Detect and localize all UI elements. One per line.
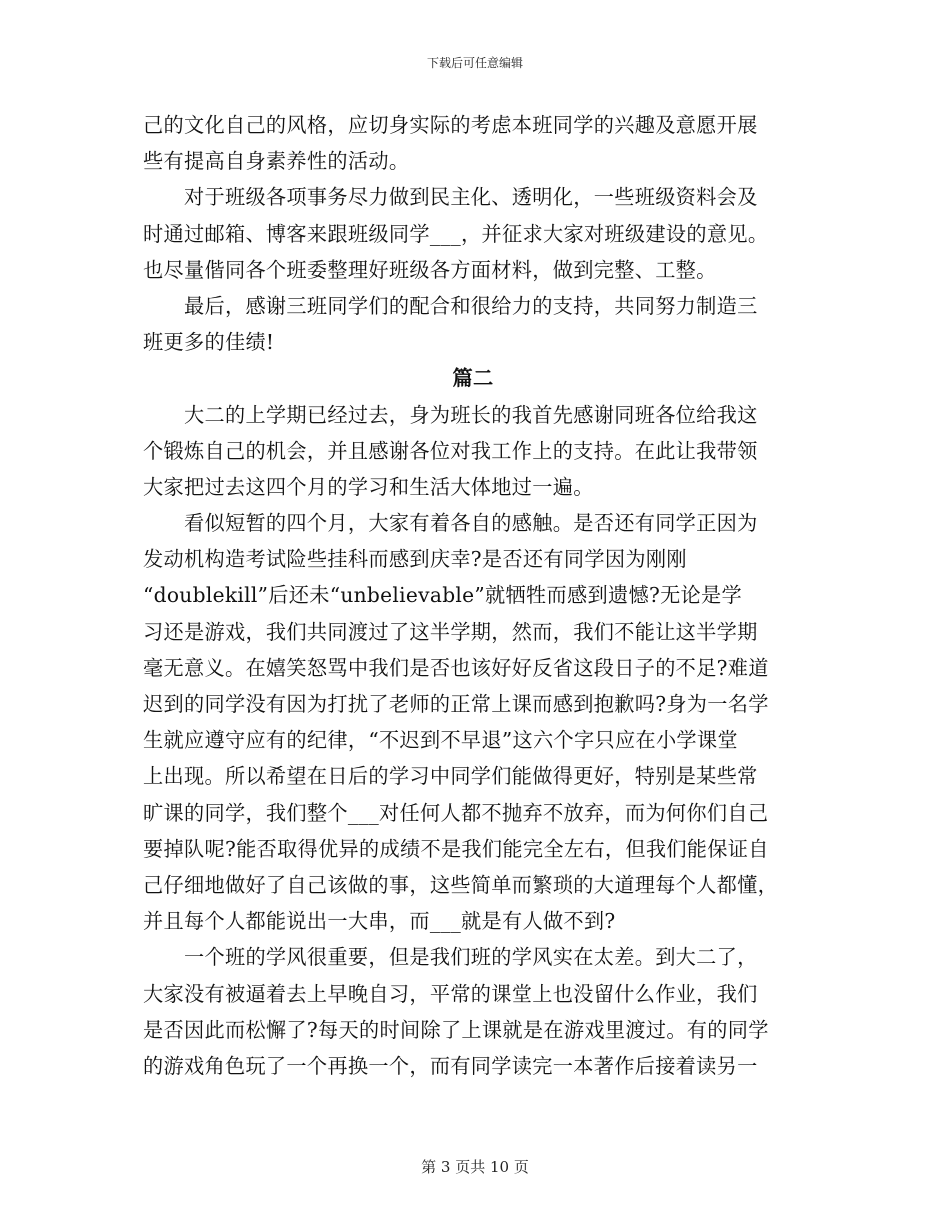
text-line: 是否因此而松懈了?每天的时间除了上课就是在游戏里渡过。有的同学	[143, 1017, 769, 1042]
text-line: 大家把过去这四个月的学习和生活大体地过一遍。	[143, 474, 594, 499]
text-line: 生就应遵守应有的纪律，“不迟到不早退”这六个字只应在小学课堂	[143, 728, 738, 753]
text-line: 些有提高自身素养性的活动。	[143, 149, 410, 174]
text-line: 要掉队呢?能否取得优异的成绩不是我们能完全左右，但我们能保证自	[143, 836, 769, 861]
text-line: 个锻炼自己的机会，并且感谢各位对我工作上的支持。在此让我带领	[143, 438, 758, 463]
page-header: 下载后可任意编辑	[426, 56, 523, 70]
document-body	[143, 107, 803, 1084]
text-line: “doublekill”后还未“unbelievable”就牺牲而感到遗憾?无论是学	[143, 583, 743, 608]
text-line: 己的文化自己的风格，应切身实际的考虑本班同学的兴趣及意愿开展	[143, 113, 758, 137]
text-line: 旷课的同学，我们整个___对任何人都不抛弃不放弃，而为何你们自己	[143, 800, 769, 825]
section-heading: 篇二	[452, 366, 494, 391]
text-line: 大二的上学期已经过去，身为班长的我首先感谢同班各位给我这	[143, 402, 758, 427]
text-line: 一个班的学风很重要，但是我们班的学风实在太差。到大二了，	[143, 945, 758, 970]
text-line: 毫无意义。在嬉笑怒骂中我们是否也该好好反省这段日子的不足?难道	[143, 655, 769, 680]
text-line: 发动机构造考试险些挂科而感到庆幸?是否还有同学因为刚刚	[143, 547, 687, 572]
text-line: 迟到的同学没有因为打扰了老师的正常上课而感到抱歉吗?身为一名学	[143, 692, 769, 716]
text-line: 的游戏角色玩了一个再换一个，而有同学读完一本著作后接着读另一	[143, 1053, 758, 1078]
text-line: 看似短暂的四个月，大家有着各自的感触。是否还有同学正因为	[143, 511, 758, 536]
text-line: 大家没有被逼着去上早晚自习，平常的课堂上也没留什么作业，我们	[143, 981, 758, 1006]
text-line: 班更多的佳绩!	[143, 330, 275, 355]
text-line: 并且每个人都能说出一大串，而___就是有人做不到?	[143, 909, 616, 934]
text-line: 对于班级各项事务尽力做到民主化、透明化，一些班级资料会及	[143, 185, 758, 210]
page-footer: 第 3 页共 10 页	[421, 1158, 529, 1176]
text-line: 时通过邮箱、博客来跟班级同学___，并征求大家对班级建设的意见。	[143, 221, 769, 246]
text-line: 己仔细地做好了自己该做的事，这些简单而繁琐的大道理每个人都懂，	[143, 872, 779, 897]
text-line: 上出现。所以希望在日后的学习中同学们能做得更好，特别是某些常	[143, 764, 758, 789]
text-line: 最后，感谢三班同学们的配合和很给力的支持，共同努力制造三	[143, 293, 758, 318]
text-line: 习还是游戏，我们共同渡过了这半学期，然而，我们不能让这半学期	[143, 619, 758, 644]
text-line: 也尽量偕同各个班委整理好班级各方面材料，做到完整、工整。	[143, 257, 717, 282]
